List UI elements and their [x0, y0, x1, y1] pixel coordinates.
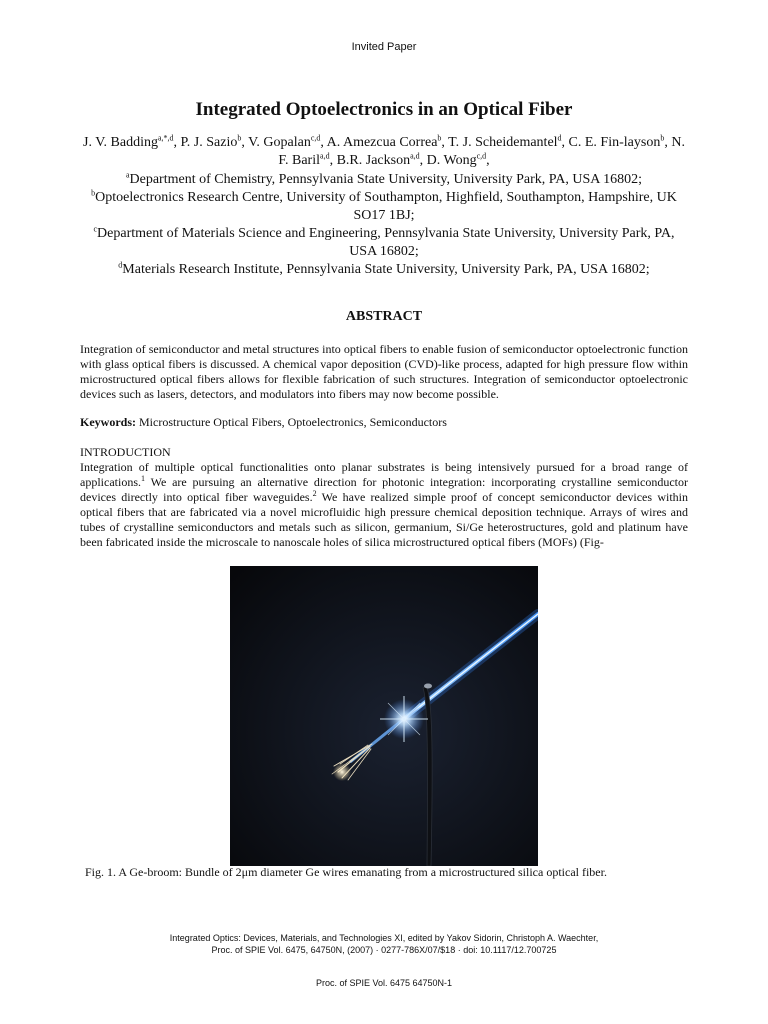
citation-marker: 2	[312, 489, 317, 498]
ge-broom-tip-glow	[333, 763, 351, 781]
author-name: B.R. Jackson	[336, 153, 411, 168]
introduction-body	[80, 460, 688, 550]
photo-background	[230, 566, 538, 866]
author-separator: ,	[561, 135, 569, 150]
author-affiliation-marker: a,*,d	[157, 133, 174, 143]
author-affiliation-marker: c,d	[310, 133, 321, 143]
author-affiliation-marker: b	[660, 133, 665, 143]
author-separator: ,	[173, 135, 181, 150]
introduction-heading: INTRODUCTION	[80, 445, 171, 459]
citation-marker: 1	[140, 474, 145, 483]
affiliation-marker: b	[91, 188, 96, 198]
invited-paper-label: Invited Paper	[351, 41, 417, 53]
author-name: T. J. Scheidemantel	[448, 135, 558, 150]
author-affiliation-marker: b	[437, 133, 442, 143]
author-name: V. Gopalan	[248, 135, 311, 150]
affiliation	[80, 225, 688, 261]
figure-caption: Fig. 1. A Ge-broom: Bundle of 2μm diameter Ge wires emanating from a microstructured silica optical fiber.	[85, 865, 607, 879]
affiliation-text: Department of Materials Science and Engineering, Pennsylvania State University, University Park, PA, USA 16802;	[97, 226, 675, 259]
author-affiliation-marker: b	[237, 133, 242, 143]
ge-broom-photo	[230, 566, 538, 866]
affiliation	[80, 261, 688, 279]
author-name: J. V. Badding	[83, 135, 158, 150]
figure-1	[230, 566, 538, 866]
affiliation-text: Materials Research Institute, Pennsylvania State University, University Park, PA, USA 16802;	[122, 262, 650, 277]
affiliation-text: Optoelectronics Research Centre, University of Southampton, Highfield, Southampton, Hampshire, UK SO17 1BJ;	[95, 190, 677, 223]
author-affiliation-marker: c,d	[476, 151, 487, 161]
author-separator: ,	[441, 135, 449, 150]
author-separator: ,	[320, 135, 327, 150]
abstract-body: Integration of semiconductor and metal structures into optical fibers to enable fusion of semiconductor optoelectronic function with glass optical fibers is discussed. A chemical vapor deposition (CVD)-like process, adapted for high pressure flow within microstructured optical fibers allows for flexible fabrication of such structures. Integration of semiconductor optoelectronic devices such as lasers, detectors, and modulators into fibers may now become possible.	[80, 342, 688, 401]
author-separator: ,	[419, 153, 427, 168]
author-separator: ,	[329, 153, 337, 168]
keywords-text: Microstructure Optical Fibers, Optoelectronics, Semiconductors	[139, 415, 447, 429]
affiliation	[80, 189, 688, 225]
affiliation	[80, 171, 688, 189]
author-name: D. Wong	[426, 153, 477, 168]
affiliation-text: Department of Chemistry, Pennsylvania State University, University Park, PA, USA 16802;	[129, 172, 643, 187]
author-affiliation-marker: a,d	[320, 151, 330, 161]
introduction-text: Integration of multiple optical functionalities onto planar substrates is being intensively pursued for a broad range of applications.	[80, 460, 688, 489]
keywords	[80, 415, 688, 430]
affiliation-list	[80, 171, 688, 279]
author-name: C. E. Fin-layson	[568, 135, 661, 150]
author-name: N. F. Baril	[278, 135, 685, 168]
affiliation-marker: d	[118, 260, 123, 270]
affiliation-marker: a	[125, 170, 130, 180]
keywords-label: Keywords:	[80, 415, 136, 429]
author-list	[80, 134, 688, 170]
author-name: A. Amezcua Correa	[326, 135, 438, 150]
author-separator: ,	[486, 153, 490, 168]
introduction-text: We are pursuing an alternative direction for photonic integration: incorporating crystalline semiconductor devices directly into optical fiber waveguides.	[80, 475, 688, 504]
author-affiliation-marker: a,d	[410, 151, 420, 161]
author-name: P. J. Sazio	[180, 135, 238, 150]
paper-title: Integrated Optoelectronics in an Optical Fiber	[195, 99, 573, 120]
introduction-text: We have realized simple proof of concept semiconductor devices within optical fibers that are fabricated via a novel microfluidic high pressure chemical deposition technique. Arrays of wires and tubes of crystalline semiconductors and metals such as silicon, germanium, Si/Ge heterostructures, gold and platinum have been fabricated inside the microscale to nanoscale holes of silica microstructured optical fibers (MOFs) (Fig-	[80, 490, 688, 549]
author-affiliation-marker: d	[557, 133, 562, 143]
needle-highlight	[424, 684, 432, 689]
abstract-heading: ABSTRACT	[345, 309, 423, 324]
author-separator: ,	[664, 135, 672, 150]
citation-footer	[0, 932, 768, 956]
affiliation-marker: c	[93, 224, 98, 234]
author-separator: ,	[241, 135, 249, 150]
page-number: Proc. of SPIE Vol. 6475 64750N-1	[315, 978, 453, 988]
citation-line-1: Integrated Optics: Devices, Materials, and Technologies XI, edited by Yakov Sidorin, Christoph A. Waechter,	[169, 933, 599, 943]
citation-line-2: Proc. of SPIE Vol. 6475, 64750N, (2007) · 0277-786X/07/$18 · doi: 10.1117/12.700725	[211, 945, 557, 955]
